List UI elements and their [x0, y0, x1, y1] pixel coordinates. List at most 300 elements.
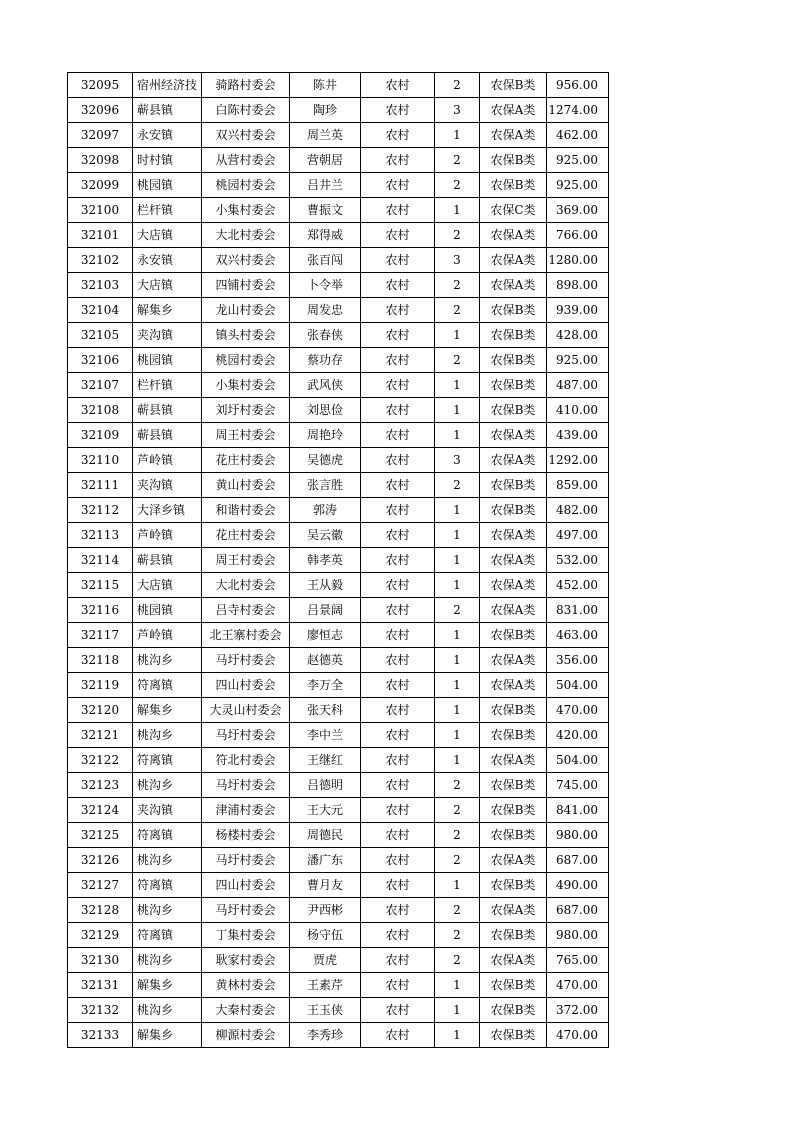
table-row: [68, 998, 609, 1023]
village-committee-cell: 和谐村委会: [202, 498, 290, 523]
count-cell: 2: [435, 148, 480, 173]
amount-cell: 766.00: [547, 223, 609, 248]
record-id-cell: 32114: [68, 548, 133, 573]
record-id-cell: 32127: [68, 873, 133, 898]
record-id-cell: 32123: [68, 773, 133, 798]
record-id-cell: 32117: [68, 623, 133, 648]
area-type-cell: 农村: [361, 423, 435, 448]
amount-cell: 980.00: [547, 923, 609, 948]
table-row: [68, 598, 609, 623]
record-id-cell: 32130: [68, 948, 133, 973]
table-row: [68, 773, 609, 798]
count-cell: 1: [435, 573, 480, 598]
person-name-cell: 韩孝英: [290, 548, 361, 573]
count-cell: 1: [435, 498, 480, 523]
village-committee-cell: 马圩村委会: [202, 898, 290, 923]
table-row: [68, 348, 609, 373]
insurance-category-cell: 农保B类: [480, 173, 547, 198]
insurance-category-cell: 农保B类: [480, 798, 547, 823]
count-cell: 1: [435, 623, 480, 648]
village-committee-cell: 符北村委会: [202, 748, 290, 773]
township-cell: 大店镇: [133, 573, 202, 598]
area-type-cell: 农村: [361, 273, 435, 298]
area-type-cell: 农村: [361, 223, 435, 248]
area-type-cell: 农村: [361, 873, 435, 898]
table-body: [68, 73, 609, 1048]
village-committee-cell: 骑路村委会: [202, 73, 290, 98]
person-name-cell: 陈井: [290, 73, 361, 98]
table-row: [68, 198, 609, 223]
record-id-cell: 32122: [68, 748, 133, 773]
area-type-cell: 农村: [361, 798, 435, 823]
count-cell: 1: [435, 398, 480, 423]
township-cell: 解集乡: [133, 1023, 202, 1048]
township-cell: 夹沟镇: [133, 798, 202, 823]
village-committee-cell: 黄山村委会: [202, 473, 290, 498]
count-cell: 1: [435, 973, 480, 998]
person-name-cell: 周兰英: [290, 123, 361, 148]
village-committee-cell: 马圩村委会: [202, 773, 290, 798]
person-name-cell: 周艳玲: [290, 423, 361, 448]
table-row: [68, 173, 609, 198]
table-row: [68, 873, 609, 898]
amount-cell: 470.00: [547, 698, 609, 723]
table-row: [68, 548, 609, 573]
village-committee-cell: 周王村委会: [202, 548, 290, 573]
person-name-cell: 赵德英: [290, 648, 361, 673]
count-cell: 1: [435, 323, 480, 348]
amount-cell: 487.00: [547, 373, 609, 398]
township-cell: 桃沟乡: [133, 948, 202, 973]
amount-cell: 1292.00: [547, 448, 609, 473]
amount-cell: 898.00: [547, 273, 609, 298]
person-name-cell: 张言胜: [290, 473, 361, 498]
person-name-cell: 廖恒志: [290, 623, 361, 648]
table-row: [68, 948, 609, 973]
township-cell: 桃园镇: [133, 173, 202, 198]
area-type-cell: 农村: [361, 398, 435, 423]
insurance-category-cell: 农保B类: [480, 473, 547, 498]
count-cell: 1: [435, 198, 480, 223]
table-row: [68, 798, 609, 823]
count-cell: 2: [435, 798, 480, 823]
village-committee-cell: 黄林村委会: [202, 973, 290, 998]
person-name-cell: 王玉侠: [290, 998, 361, 1023]
amount-cell: 470.00: [547, 1023, 609, 1048]
record-id-cell: 32099: [68, 173, 133, 198]
area-type-cell: 农村: [361, 898, 435, 923]
amount-cell: 504.00: [547, 673, 609, 698]
area-type-cell: 农村: [361, 523, 435, 548]
township-cell: 解集乡: [133, 298, 202, 323]
person-name-cell: 张春侠: [290, 323, 361, 348]
person-name-cell: 郭涛: [290, 498, 361, 523]
township-cell: 蕲县镇: [133, 98, 202, 123]
insurance-category-cell: 农保B类: [480, 1023, 547, 1048]
area-type-cell: 农村: [361, 98, 435, 123]
table-row: [68, 923, 609, 948]
person-name-cell: 王素芹: [290, 973, 361, 998]
township-cell: 蕲县镇: [133, 423, 202, 448]
village-committee-cell: 龙山村委会: [202, 298, 290, 323]
area-type-cell: 农村: [361, 448, 435, 473]
count-cell: 3: [435, 248, 480, 273]
insurance-category-cell: 农保A类: [480, 673, 547, 698]
record-id-cell: 32101: [68, 223, 133, 248]
amount-cell: 532.00: [547, 548, 609, 573]
area-type-cell: 农村: [361, 373, 435, 398]
amount-cell: 356.00: [547, 648, 609, 673]
count-cell: 1: [435, 423, 480, 448]
village-committee-cell: 大秦村委会: [202, 998, 290, 1023]
area-type-cell: 农村: [361, 323, 435, 348]
amount-cell: 925.00: [547, 148, 609, 173]
insurance-category-cell: 农保B类: [480, 723, 547, 748]
table-row: [68, 673, 609, 698]
area-type-cell: 农村: [361, 1023, 435, 1048]
insurance-category-cell: 农保B类: [480, 973, 547, 998]
table-row: [68, 298, 609, 323]
count-cell: 1: [435, 723, 480, 748]
village-committee-cell: 马圩村委会: [202, 723, 290, 748]
insurance-category-cell: 农保B类: [480, 298, 547, 323]
count-cell: 3: [435, 448, 480, 473]
insurance-category-cell: 农保B类: [480, 323, 547, 348]
person-name-cell: 贾虎: [290, 948, 361, 973]
area-type-cell: 农村: [361, 623, 435, 648]
person-name-cell: 王从毅: [290, 573, 361, 598]
person-name-cell: 李中兰: [290, 723, 361, 748]
count-cell: 1: [435, 698, 480, 723]
record-id-cell: 32108: [68, 398, 133, 423]
table-row: [68, 473, 609, 498]
insurance-category-cell: 农保B类: [480, 773, 547, 798]
person-name-cell: 郑得威: [290, 223, 361, 248]
amount-cell: 372.00: [547, 998, 609, 1023]
record-id-cell: 32121: [68, 723, 133, 748]
amount-cell: 410.00: [547, 398, 609, 423]
village-committee-cell: 双兴村委会: [202, 123, 290, 148]
count-cell: 2: [435, 823, 480, 848]
township-cell: 夹沟镇: [133, 473, 202, 498]
amount-cell: 490.00: [547, 873, 609, 898]
township-cell: 桃沟乡: [133, 723, 202, 748]
township-cell: 大店镇: [133, 273, 202, 298]
insurance-category-cell: 农保B类: [480, 623, 547, 648]
insurance-category-cell: 农保A类: [480, 948, 547, 973]
amount-cell: 1274.00: [547, 98, 609, 123]
village-committee-cell: 桃园村委会: [202, 173, 290, 198]
count-cell: 1: [435, 873, 480, 898]
amount-cell: 925.00: [547, 348, 609, 373]
table-row: [68, 248, 609, 273]
insurance-category-cell: 农保A类: [480, 598, 547, 623]
village-committee-cell: 耿家村委会: [202, 948, 290, 973]
township-cell: 时村镇: [133, 148, 202, 173]
area-type-cell: 农村: [361, 173, 435, 198]
count-cell: 1: [435, 123, 480, 148]
village-committee-cell: 大北村委会: [202, 573, 290, 598]
amount-cell: 470.00: [547, 973, 609, 998]
amount-cell: 482.00: [547, 498, 609, 523]
count-cell: 2: [435, 848, 480, 873]
area-type-cell: 农村: [361, 298, 435, 323]
table-row: [68, 323, 609, 348]
person-name-cell: 王大元: [290, 798, 361, 823]
township-cell: 芦岭镇: [133, 448, 202, 473]
person-name-cell: 吴云徽: [290, 523, 361, 548]
count-cell: 2: [435, 273, 480, 298]
township-cell: 宿州经济技: [133, 73, 202, 98]
amount-cell: 420.00: [547, 723, 609, 748]
insurance-category-cell: 农保A类: [480, 98, 547, 123]
person-name-cell: 潘广东: [290, 848, 361, 873]
insurance-category-cell: 农保B类: [480, 73, 547, 98]
area-type-cell: 农村: [361, 973, 435, 998]
insurance-category-cell: 农保B类: [480, 823, 547, 848]
count-cell: 2: [435, 173, 480, 198]
table-row: [68, 1023, 609, 1048]
township-cell: 符离镇: [133, 823, 202, 848]
township-cell: 桃沟乡: [133, 773, 202, 798]
amount-cell: 687.00: [547, 898, 609, 923]
township-cell: 解集乡: [133, 973, 202, 998]
count-cell: 1: [435, 748, 480, 773]
person-name-cell: 曹月友: [290, 873, 361, 898]
person-name-cell: 曹振文: [290, 198, 361, 223]
person-name-cell: 刘思俭: [290, 398, 361, 423]
insurance-category-cell: 农保C类: [480, 198, 547, 223]
insurance-category-cell: 农保B类: [480, 998, 547, 1023]
area-type-cell: 农村: [361, 598, 435, 623]
insurance-category-cell: 农保B类: [480, 923, 547, 948]
record-id-cell: 32111: [68, 473, 133, 498]
area-type-cell: 农村: [361, 73, 435, 98]
record-id-cell: 32102: [68, 248, 133, 273]
township-cell: 永安镇: [133, 123, 202, 148]
area-type-cell: 农村: [361, 548, 435, 573]
person-name-cell: 周发忠: [290, 298, 361, 323]
record-id-cell: 32124: [68, 798, 133, 823]
amount-cell: 687.00: [547, 848, 609, 873]
township-cell: 桃沟乡: [133, 998, 202, 1023]
count-cell: 1: [435, 648, 480, 673]
township-cell: 符离镇: [133, 673, 202, 698]
person-name-cell: 吕德明: [290, 773, 361, 798]
area-type-cell: 农村: [361, 198, 435, 223]
village-committee-cell: 大灵山村委会: [202, 698, 290, 723]
insurance-category-cell: 农保B类: [480, 398, 547, 423]
person-name-cell: 张百闯: [290, 248, 361, 273]
amount-cell: 980.00: [547, 823, 609, 848]
person-name-cell: 王继红: [290, 748, 361, 773]
record-id-cell: 32097: [68, 123, 133, 148]
count-cell: 2: [435, 298, 480, 323]
person-name-cell: 李秀珍: [290, 1023, 361, 1048]
area-type-cell: 农村: [361, 573, 435, 598]
village-committee-cell: 北王寨村委会: [202, 623, 290, 648]
amount-cell: 745.00: [547, 773, 609, 798]
table-row: [68, 898, 609, 923]
count-cell: 2: [435, 473, 480, 498]
count-cell: 2: [435, 598, 480, 623]
insurance-category-cell: 农保A类: [480, 223, 547, 248]
village-committee-cell: 四铺村委会: [202, 273, 290, 298]
area-type-cell: 农村: [361, 698, 435, 723]
area-type-cell: 农村: [361, 498, 435, 523]
person-name-cell: 营朝居: [290, 148, 361, 173]
village-committee-cell: 吕寺村委会: [202, 598, 290, 623]
person-name-cell: 吕景阔: [290, 598, 361, 623]
area-type-cell: 农村: [361, 948, 435, 973]
record-id-cell: 32126: [68, 848, 133, 873]
village-committee-cell: 花庄村委会: [202, 448, 290, 473]
amount-cell: 765.00: [547, 948, 609, 973]
area-type-cell: 农村: [361, 998, 435, 1023]
count-cell: 1: [435, 548, 480, 573]
record-id-cell: 32112: [68, 498, 133, 523]
count-cell: 2: [435, 923, 480, 948]
table-row: [68, 748, 609, 773]
township-cell: 桃沟乡: [133, 898, 202, 923]
table-row: [68, 73, 609, 98]
record-id-cell: 32104: [68, 298, 133, 323]
village-committee-cell: 马圩村委会: [202, 848, 290, 873]
person-name-cell: 张天科: [290, 698, 361, 723]
record-id-cell: 32131: [68, 973, 133, 998]
village-committee-cell: 大北村委会: [202, 223, 290, 248]
count-cell: 1: [435, 998, 480, 1023]
record-id-cell: 32132: [68, 998, 133, 1023]
record-id-cell: 32098: [68, 148, 133, 173]
record-id-cell: 32113: [68, 523, 133, 548]
count-cell: 1: [435, 523, 480, 548]
insurance-category-cell: 农保A类: [480, 123, 547, 148]
insurance-category-cell: 农保A类: [480, 848, 547, 873]
record-id-cell: 32107: [68, 373, 133, 398]
table-row: [68, 398, 609, 423]
amount-cell: 859.00: [547, 473, 609, 498]
table-row: [68, 698, 609, 723]
record-id-cell: 32116: [68, 598, 133, 623]
village-committee-cell: 双兴村委会: [202, 248, 290, 273]
table-row: [68, 523, 609, 548]
table-row: [68, 823, 609, 848]
person-name-cell: 卜令举: [290, 273, 361, 298]
count-cell: 2: [435, 898, 480, 923]
insurance-category-cell: 农保B类: [480, 498, 547, 523]
township-cell: 永安镇: [133, 248, 202, 273]
table-row: [68, 273, 609, 298]
township-cell: 桃园镇: [133, 598, 202, 623]
area-type-cell: 农村: [361, 723, 435, 748]
insurance-category-cell: 农保A类: [480, 523, 547, 548]
township-cell: 解集乡: [133, 698, 202, 723]
village-committee-cell: 小集村委会: [202, 373, 290, 398]
township-cell: 夹沟镇: [133, 323, 202, 348]
area-type-cell: 农村: [361, 923, 435, 948]
person-name-cell: 李万全: [290, 673, 361, 698]
record-id-cell: 32119: [68, 673, 133, 698]
township-cell: 芦岭镇: [133, 623, 202, 648]
township-cell: 符离镇: [133, 923, 202, 948]
amount-cell: 925.00: [547, 173, 609, 198]
person-name-cell: 吴德虎: [290, 448, 361, 473]
record-id-cell: 32100: [68, 198, 133, 223]
table-row: [68, 148, 609, 173]
person-name-cell: 杨守伍: [290, 923, 361, 948]
amount-cell: 956.00: [547, 73, 609, 98]
table-row: [68, 848, 609, 873]
amount-cell: 939.00: [547, 298, 609, 323]
table-row: [68, 648, 609, 673]
insurance-category-cell: 农保A类: [480, 448, 547, 473]
amount-cell: 497.00: [547, 523, 609, 548]
record-id-cell: 32095: [68, 73, 133, 98]
village-committee-cell: 白陈村委会: [202, 98, 290, 123]
insurance-category-cell: 农保A类: [480, 748, 547, 773]
village-committee-cell: 周王村委会: [202, 423, 290, 448]
township-cell: 桃沟乡: [133, 648, 202, 673]
table-row: [68, 448, 609, 473]
amount-cell: 831.00: [547, 598, 609, 623]
amount-cell: 504.00: [547, 748, 609, 773]
record-id-cell: 32103: [68, 273, 133, 298]
count-cell: 2: [435, 348, 480, 373]
insurance-category-cell: 农保A类: [480, 248, 547, 273]
table-row: [68, 123, 609, 148]
village-committee-cell: 小集村委会: [202, 198, 290, 223]
village-committee-cell: 马圩村委会: [202, 648, 290, 673]
count-cell: 2: [435, 223, 480, 248]
count-cell: 2: [435, 948, 480, 973]
person-name-cell: 武风侠: [290, 373, 361, 398]
insurance-category-cell: 农保A类: [480, 423, 547, 448]
village-committee-cell: 桃园村委会: [202, 348, 290, 373]
table-row: [68, 223, 609, 248]
township-cell: 栏杆镇: [133, 373, 202, 398]
table-row: [68, 98, 609, 123]
insurance-category-cell: 农保A类: [480, 898, 547, 923]
village-committee-cell: 杨楼村委会: [202, 823, 290, 848]
amount-cell: 841.00: [547, 798, 609, 823]
village-committee-cell: 从营村委会: [202, 148, 290, 173]
record-id-cell: 32115: [68, 573, 133, 598]
village-committee-cell: 镇头村委会: [202, 323, 290, 348]
village-committee-cell: 四山村委会: [202, 873, 290, 898]
record-id-cell: 32125: [68, 823, 133, 848]
insurance-category-cell: 农保A类: [480, 273, 547, 298]
area-type-cell: 农村: [361, 473, 435, 498]
village-committee-cell: 四山村委会: [202, 673, 290, 698]
insurance-category-cell: 农保B类: [480, 148, 547, 173]
table-row: [68, 973, 609, 998]
area-type-cell: 农村: [361, 673, 435, 698]
table-row: [68, 723, 609, 748]
amount-cell: 1280.00: [547, 248, 609, 273]
township-cell: 大泽乡镇: [133, 498, 202, 523]
insurance-category-cell: 农保B类: [480, 373, 547, 398]
area-type-cell: 农村: [361, 773, 435, 798]
record-id-cell: 32105: [68, 323, 133, 348]
person-name-cell: 尹西彬: [290, 898, 361, 923]
township-cell: 栏杆镇: [133, 198, 202, 223]
village-committee-cell: 柳源村委会: [202, 1023, 290, 1048]
township-cell: 桃沟乡: [133, 848, 202, 873]
amount-cell: 428.00: [547, 323, 609, 348]
count-cell: 2: [435, 773, 480, 798]
township-cell: 符离镇: [133, 873, 202, 898]
